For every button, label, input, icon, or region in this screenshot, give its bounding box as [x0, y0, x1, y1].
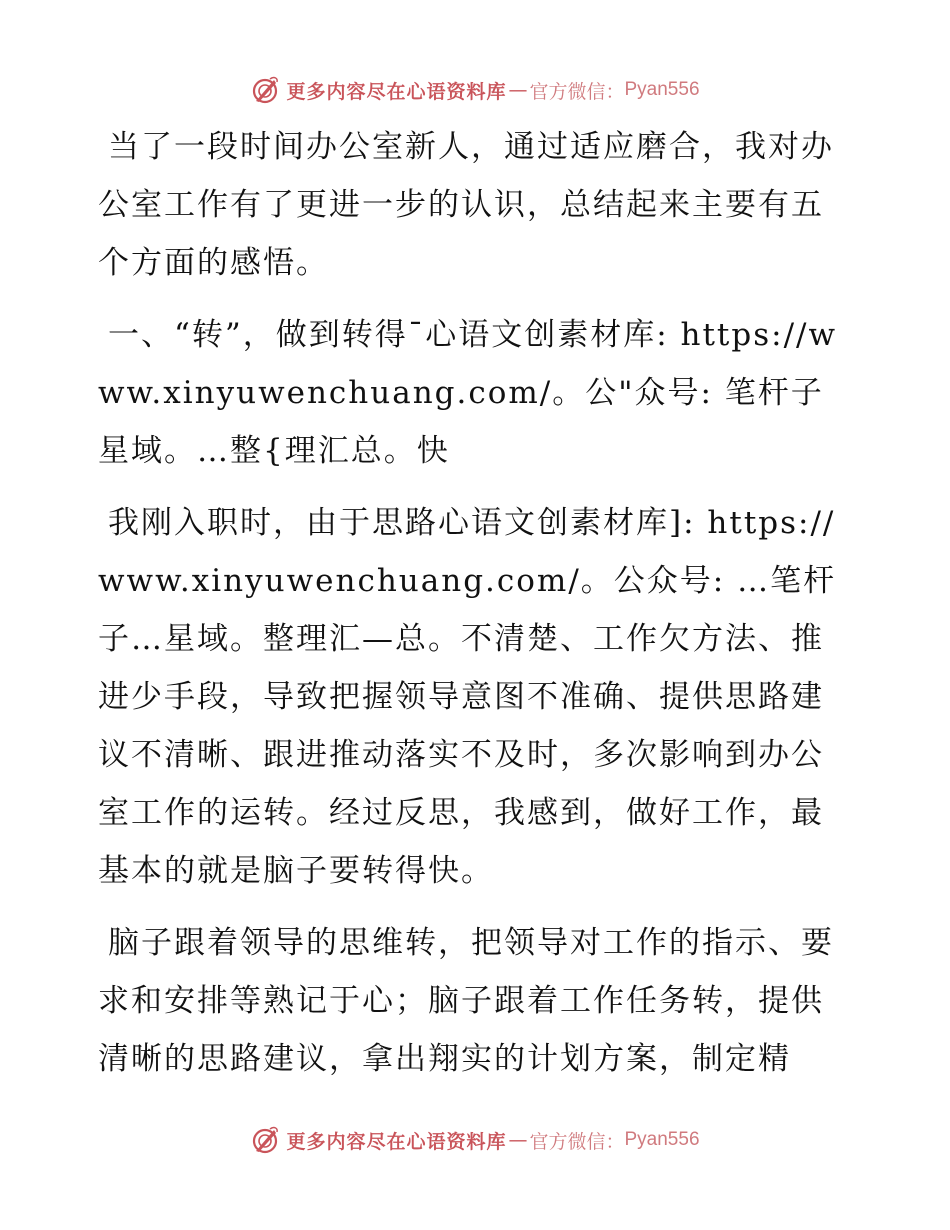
- watermark-wechat-id: Pyan556: [624, 79, 700, 100]
- paragraph-section-heading: 一、“转”，做到转得¯心语文创素材库: https://www.xinyuwenchuang.com/。公"众号: 笔杆子星域。…整{理汇总。快: [98, 317, 837, 469]
- watermark-separator: —: [508, 1129, 528, 1151]
- watermark-title: 更多内容尽在心语资料库: [286, 1130, 507, 1153]
- watermark-wechat-id: Pyan556: [624, 1129, 700, 1150]
- watermark-separator: —: [508, 79, 528, 101]
- watermark-subtitle: 官方微信：: [529, 1130, 625, 1153]
- quill-seal-icon: [250, 75, 280, 105]
- paragraph-intro: 当了一段时间办公室新人，通过适应磨合，我对办公室工作有了更进一步的认识，总结起来主要有五个方面的感悟。: [98, 129, 834, 281]
- quill-seal-icon: [250, 1125, 280, 1155]
- document-body: [98, 118, 850, 1102]
- watermark-title: 更多内容尽在心语资料库: [286, 80, 507, 103]
- paragraph-reflection: 我刚入职时，由于思路心语文创素材库]: https://www.xinyuwenchuang.com/。公众号: …笔杆子…星域。整理汇—总。不清楚、工作欠方法、推进少手段，导致把握领导意图不准确、提供思路建议不清晰、跟进推动落实不及时，多次影响到办公室工作的运转。经过反思，我感到，做好工作，最基本的就是脑子要转得快。: [98, 505, 837, 889]
- footer-watermark: [0, 1120, 950, 1160]
- watermark-subtitle: 官方微信：: [529, 80, 625, 103]
- header-watermark: [0, 70, 950, 110]
- paragraph-thinking: 脑子跟着领导的思维转，把领导对工作的指示、要求和安排等熟记于心；脑子跟着工作任务转，提供清晰的思路建议，拿出翔实的计划方案，制定精: [98, 925, 834, 1077]
